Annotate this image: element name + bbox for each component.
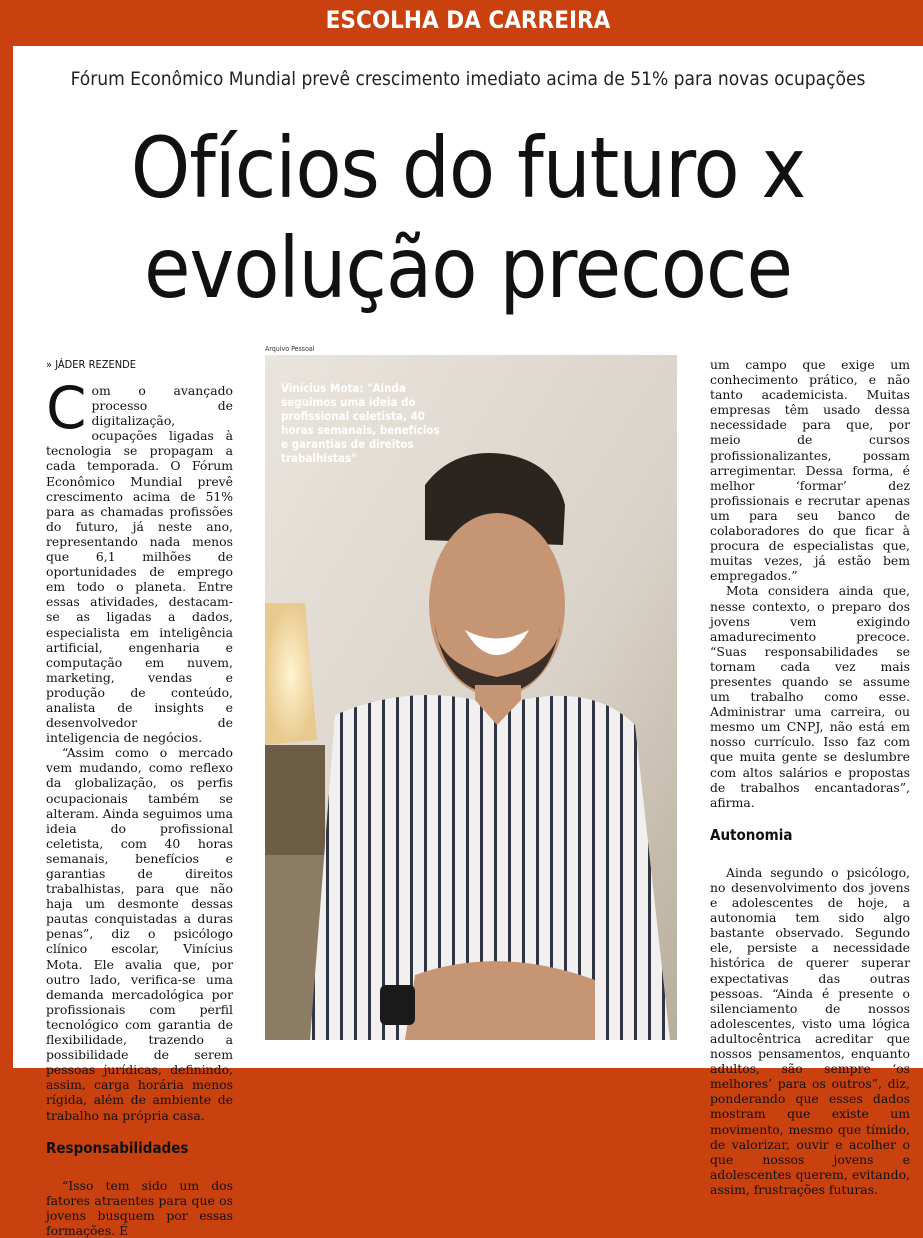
portrait-photo	[265, 355, 677, 1040]
section-title: ESCOLHA DA CARREIRA	[325, 6, 611, 34]
paragraph: Ainda segundo o psicólogo, no desenvolvimento dos jovens e adolescentes de hoje, a autonomia tem sido algo bastante observado. Segundo ele, persiste a necessidade histórica de querer superar expectativas das outras pessoas. “Ainda é presente o silenciamento de nossos adolescentes, visto uma lógica adultocêntrica acreditar que nossos pensamentos, enquanto adultos, são sempre ‘os melhores’ para os outros”, diz, ponderando que esses dados mostram que existe um movimento, mesmo que tímido, de valorizar, ouvir e acolher o que nossos jovens e adolescentes querem, evitando, assim, frustrações futuras.	[710, 864, 910, 1197]
paragraph: um campo que exige um conhecimento prático, e não tanto academicista. Muitas empresas têm usado dessa necessidade para que, por meio de cursos profissionalizantes, possam arregimentar. Dessa forma, é melhor ‘formar’ dez profissionais e recrutar apenas um para seu banco de colaboradores do que ficar à procura de especialistas que, muitas vezes, já estão bem empregados.”	[710, 357, 910, 584]
newspaper-page	[13, 0, 923, 1238]
headline-line-2: evolução precoce	[144, 219, 792, 317]
photo-caption: Vinícius Mota: "Ainda seguimos uma ideia do profissional celetista, 40 horas semanais, benefícios e garantias de direitos trabalhistas"	[281, 381, 440, 465]
subheading-responsabilidades: Responsabilidades	[46, 1138, 189, 1157]
paragraph: “Assim como o mercado vem mudando, como reflexo da globalização, os perfis ocupacionais também se alteram. Ainda seguimos uma ideia do profissional celetista, com 40 horas semanais, benefícios e garantias de direitos trabalhistas, para que não haja um desmonte dessas pautas conquistadas a duras penas”, diz o psicólogo clínico escolar, Vinícius Mota. Ele avalia que, por outro lado, verifica-se uma demanda mercadológica por profissionais com perfil tecnológico com garantia de flexibilidade, trazendo a possibilidade de serem pessoas jurídicas, definindo, assim, carga horária menos rígida, além de ambiente de trabalho na própria casa.	[46, 745, 233, 1123]
drop-cap: C	[46, 374, 87, 442]
kicker: Fórum Econômico Mundial prevê crescimento imediato acima de 51% para novas ocupações	[70, 68, 866, 90]
paragraph	[46, 374, 233, 746]
article-column-3	[710, 357, 910, 1197]
article-column-1	[46, 374, 233, 1238]
subheading-autonomia: Autonomia	[710, 825, 793, 844]
byline: » JÁDER REZENDE	[46, 358, 137, 371]
headline-line-1: Ofícios do futuro x	[130, 119, 806, 217]
paragraph: “Isso tem sido um dos fatores atraentes para que os jovens busquem por essas formações. É	[46, 1177, 233, 1238]
section-bar	[13, 0, 923, 46]
paragraph: Mota considera ainda que, nesse contexto, o preparo dos jovens vem exigindo amadurecimento precoce. “Suas responsabilidades se tornam cada vez mais presentes quando se assume um trabalho como esse. Administrar uma carreira, ou mesmo um CNPJ, não está em nosso currículo. Isso faz com que muita gente se deslumbre com altos salários e propostas de trabalhos encantadoras”, afirma.	[710, 583, 910, 810]
headline	[13, 118, 923, 318]
photo-credit: Arquivo Pessoal	[265, 345, 315, 353]
paragraph-text: om o avançado processo de digitalização, ocupações ligadas à tecnologia se propagam a cada temporada. O Fórum Econômico Mundial prevê crescimento acima de 51% para as chamadas profissões do futuro, já neste ano, representando nada menos que 6,1 milhões de oportunidades de emprego em todo o planeta. Entre essas atividades, destacam-se as ligadas a dados, especialista em inteligência artificial, engenharia e computação em nuvem, marketing, vendas e produção de conteúdo, analista de insights e desenvolvedor de inteligencia de negócios.	[46, 383, 233, 746]
